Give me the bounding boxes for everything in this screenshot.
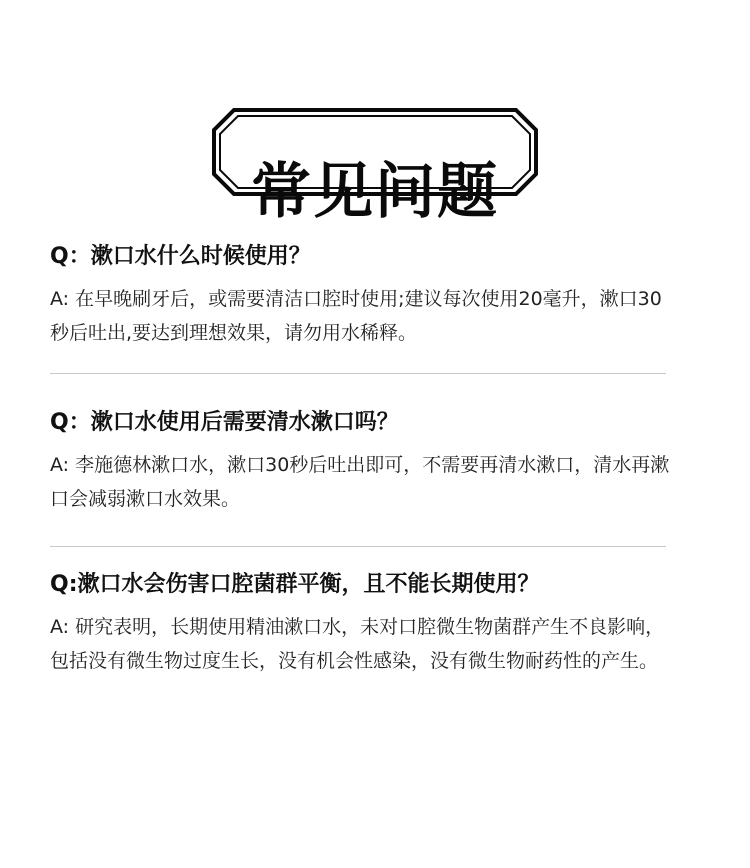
faq-item (50, 568, 680, 678)
faq-answer: A: 李施德林漱口水，漱口30秒后吐出即可，不需要再清水漱口，清水再漱口会减弱漱口水效果。 (50, 454, 670, 510)
faq-item (50, 240, 680, 350)
page-title: 常见问题 (251, 157, 499, 228)
faq-divider (50, 546, 666, 547)
faq-question: Q：漱口水使用后需要清水漱口吗？ (50, 410, 399, 435)
faq-answer: A: 在早晚刷牙后，或需要清洁口腔时使用;建议每次使用20毫升，漱口30秒后吐出,要达到理想效果，请勿用水稀释。 (50, 288, 662, 344)
faq-question: Q：漱口水什么时候使用？ (50, 244, 311, 269)
faq-question: Q:漱口水会伤害口腔菌群平衡，且不能长期使用？ (50, 572, 540, 597)
faq-item (50, 406, 680, 516)
faq-answer: A: 研究表明，长期使用精油漱口水，未对口腔微生物菌群产生不良影响，包括没有微生物过度生长，没有机会性感染，没有微生物耐药性的产生。 (50, 616, 665, 672)
faq-divider (50, 373, 666, 374)
